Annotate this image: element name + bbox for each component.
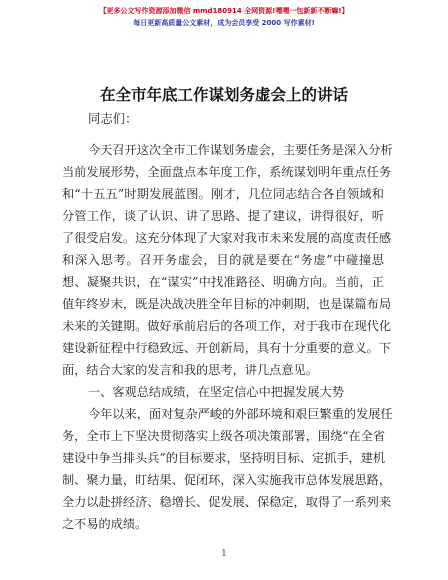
text-line: 值年终岁末，既是决战决胜全年目标的冲刺期，也是谋篇布局	[62, 297, 392, 311]
promo-banner-line-1: 【更多公文写作资源添加微信 mmd180914 全网资源!嘿嘿一包新新不断嘛!】	[99, 7, 349, 15]
text-line: 想、凝聚共识，在“谋实”中找准路径、明确方向。当前，正	[62, 275, 384, 289]
paragraph-2	[62, 403, 393, 535]
text-line: 务，全市上下坚决贯彻落实上级各项决策部署，围绕“在全省	[62, 429, 386, 443]
text-line: 之不易的成绩。	[62, 517, 148, 531]
text-line: 未来的关键期。做好承前启后的各项工作，对于我市在现代化	[62, 319, 392, 333]
text-line: 制、聚力量，盯结果、促闭环，深入实施我市总体发展思路，	[62, 473, 392, 487]
text-line: 和深入思考。召开务虚会，目的就是要在“务虚”中碰撞思	[62, 253, 384, 267]
document-title: 在全市年底工作谋划务虚会上的讲话	[99, 86, 348, 104]
text-line: 今天召开这次全市工作谋划务虚会，主要任务是深入分析	[88, 143, 393, 157]
text-line: 建设新征程中行稳致远、开创新局，具有十分重要的意义。下	[62, 341, 392, 355]
section-heading-block	[62, 381, 384, 403]
text-line: 建设中争当排头兵”的目标要求，坚持明目标、定抓手，建机	[62, 451, 386, 465]
text-line: 了很受启发。这充分体现了大家对我市未来发展的高度责任感	[62, 231, 392, 245]
paragraph-1	[62, 139, 393, 381]
text-line: 分管工作，谈了认识、讲了思路、提了建议，讲得很好，听	[62, 209, 384, 223]
text-line: 面，结合大家的发言和我的思考，讲几点意见。	[62, 363, 318, 377]
text-line: 和“十五五”时期发展蓝图。刚才，几位同志结合各自领域和	[62, 187, 384, 201]
text-line: 当前发展形势，全面盘点本年度工作，系统谋划明年重点任务	[62, 165, 392, 179]
promo-banner-line-2: 每日更新高质量公文素材，成为会员享受 2000 写作素材!	[133, 19, 315, 27]
text-line: 今年以来，面对复杂严峻的外部环境和艰巨繁重的发展任	[88, 407, 393, 421]
salutation: 同志们：	[88, 111, 138, 126]
page-number: 1	[221, 549, 227, 559]
text-line: 全力以赴拼经济、稳增长、促发展、保稳定，取得了一系列来	[62, 495, 392, 509]
section-heading: 一、客观总结成绩，在坚定信心中把握发展大势	[88, 385, 344, 399]
